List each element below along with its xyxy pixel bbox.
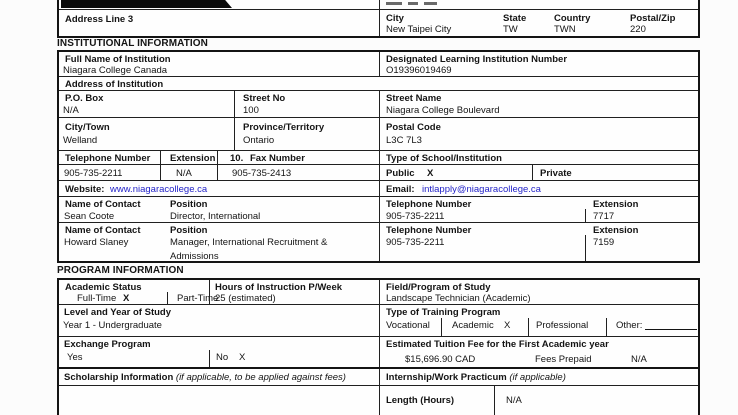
private-label: Private [540,168,572,179]
extension-label: Extension [170,153,216,164]
street-no-value: 100 [243,105,259,116]
extension-value-cell [160,165,217,180]
phone-fax-labels-row [59,151,698,165]
contact-position-value-line1: Manager, International Recruitment & [170,237,328,248]
phone-fax-values-row [59,165,698,181]
training-cell [379,305,698,336]
institution-name-row [59,52,698,77]
contact-name-value: Sean Coote [64,211,115,222]
email-cell [379,181,698,196]
hours-value: 25 (estimated) [215,293,276,304]
contact2-name-position-labels [59,223,379,235]
contact2-phone-label-cell [379,223,698,235]
country-value: TWN [554,24,576,35]
academic-status-label-cell [59,280,209,292]
dli-cell [379,52,698,76]
extension-value: N/A [176,168,192,179]
contact1-name-position-labels [59,197,379,209]
public-mark: X [427,168,434,179]
internship-label: Internship/Work Practicum [386,372,507,383]
scholarship-internship-labels-row [59,369,698,386]
city-label: City [386,13,404,24]
postal-code-cell [379,118,698,150]
hours-label: Hours of Instruction P/Week [215,282,343,293]
training-option-other [606,318,699,336]
professional-label: Professional [536,320,589,331]
dli-label: Designated Learning Institution Number [386,54,568,65]
contact-position-label: Position [170,225,208,236]
address-line3-row [59,10,698,36]
extension-label-cell [160,151,217,164]
institutional-section-title: INSTITUTIONAL INFORMATION [57,38,209,49]
institution-name-value: Niagara College Canada [63,65,168,76]
telephone-value-cell [59,165,160,180]
address-line3-label: Address Line 3 [65,14,134,25]
institution-name-cell [59,52,379,76]
scholarship-label-cell [59,369,379,385]
academic-mark: X [504,320,511,331]
website-cell [59,181,379,196]
part-time-label: Part-Time [177,293,219,304]
full-time-label: Full-Time [77,293,117,304]
city-town-label: City/Town [65,122,110,133]
training-option-professional [528,318,606,336]
internship-label-group [386,372,566,383]
address-table [57,0,700,38]
exchange-no-cell [209,350,379,367]
street-name-value: Niagara College Boulevard [386,105,500,116]
contact1-name-position-values [59,209,379,222]
level-cell [59,305,379,336]
exchange-no-label: No [216,352,229,363]
tuition-label: Estimated Tuition Fee for the First Academic year [386,339,609,350]
state-label: State [503,13,527,24]
website-email-row [59,181,698,197]
other-blank-line [645,321,697,330]
field-label-cell [379,280,698,292]
contact-ext-value: 7717 [593,211,615,222]
postal-code-label: Postal Code [386,122,441,133]
scholarship-label-group [64,372,346,383]
internship-value-cell [379,386,698,415]
field-value: Landscape Technician (Academic) [386,293,531,304]
contact-ext-value: 7159 [593,237,615,248]
institutional-table [57,50,700,263]
academic-status-values-row [59,292,698,305]
internship-label-cell [379,369,698,385]
contact2-values-row [59,235,698,261]
province-label: Province/Territory [243,122,325,133]
city-state-country-cell [379,10,698,36]
fax-value: 905-735-2413 [232,168,292,179]
contact2-ext-value-cell [585,235,698,261]
email-label: Email: [386,184,415,195]
postal-value: 220 [630,24,646,35]
contact-name-label: Name of Contact [65,225,141,236]
level-label: Level and Year of Study [64,307,172,318]
contact-ext-label: Extension [593,225,639,236]
contact1-phone-value-cell [379,209,585,222]
other-label: Other: [616,320,643,331]
school-type-label: Type of School/Institution [386,153,502,164]
redacted-region [59,0,379,9]
city-province-row [59,118,698,151]
school-type-public-cell [379,165,532,180]
scholarship-label: Scholarship Information [64,372,174,383]
school-type-private-cell [532,165,698,180]
clipped-text-artifact [424,2,437,5]
level-value: Year 1 - Undergraduate [63,320,162,331]
website-link[interactable]: www.niagaracollege.ca [110,184,208,195]
fees-prepaid-value: N/A [631,354,647,365]
exchange-yes-cell [59,350,209,367]
street-no-cell [234,91,379,117]
level-training-row [59,305,698,337]
hours-label-cell [209,280,379,292]
redaction-bar [61,0,232,8]
contact-phone-value: 905-735-2211 [386,211,445,222]
training-label: Type of Training Program [386,307,501,318]
email-link[interactable]: intlapply@niagaracollege.ca [422,184,541,195]
contact-name-label: Name of Contact [65,199,141,210]
tuition-amount: $15,696.90 CAD [405,354,476,365]
contact-phone-label: Telephone Number [386,225,472,236]
program-table [57,278,700,415]
academic-label: Academic [452,320,494,331]
field-label: Field/Program of Study [386,282,491,293]
exchange-options-row [59,350,379,367]
address-of-institution-row [59,77,698,91]
street-name-label: Street Name [386,93,442,104]
street-no-label: Street No [243,93,286,104]
fax-label: Fax Number [250,153,305,164]
pobox-label: P.O. Box [65,93,104,104]
state-value: TW [503,24,518,35]
city-value: New Taipei City [386,24,452,35]
contact1-ext-value-cell [585,209,698,222]
contact-position-label: Position [170,199,208,210]
scholarship-note: (if applicable, to be applied against fees) [175,372,346,383]
fax-value-cell [217,165,379,180]
vocational-label: Vocational [386,320,430,331]
hours-value-cell [209,292,379,304]
pobox-cell [59,91,234,117]
tuition-cell [379,337,698,367]
clipped-text-artifact [408,2,418,5]
program-section-title: PROGRAM INFORMATION [57,265,184,276]
academic-status-label: Academic Status [65,282,142,293]
part-time-cell [167,292,219,304]
scholarship-value-cell [59,386,379,415]
training-option-vocational [380,318,441,336]
clipped-text-artifact [386,2,402,5]
school-type-label-cell [379,151,698,164]
street-name-cell [379,91,698,117]
contact1-phone-label-cell [379,197,698,209]
field-value-cell [379,292,698,304]
contact-name-value: Howard Slaney [64,237,129,248]
length-hours-label: Length (Hours) [386,395,455,406]
telephone-label-cell [59,151,160,164]
province-value: Ontario [243,135,275,146]
address-of-institution-header: Address of Institution [65,79,164,90]
contact-ext-label: Extension [593,199,639,210]
telephone-value: 905-735-2211 [64,168,123,179]
telephone-label: Telephone Number [65,153,151,164]
contact-position-value-line2: Admissions [170,251,219,262]
training-options-row [380,318,698,336]
province-cell [234,118,379,150]
full-time-cell [59,292,167,304]
contact1-values-row [59,209,698,223]
contact-position-value: Director, International [170,211,261,222]
pobox-value: N/A [63,105,79,116]
exchange-tuition-row [59,337,698,369]
fax-number-prefix: 10. [230,153,244,164]
contact2-name-position-values [59,235,379,261]
contact1-labels-row [59,197,698,209]
country-label: Country [554,13,591,24]
contact2-phone-value-cell [379,235,585,261]
postal-label: Postal/Zip [630,13,676,24]
scholarship-internship-values-row [59,386,698,415]
contact-phone-value: 905-735-2211 [386,237,445,248]
exchange-yes-label: Yes [67,352,83,363]
city-town-cell [59,118,234,150]
training-option-academic [441,318,528,336]
fees-prepaid-label: Fees Prepaid [535,354,592,365]
clipped-text-cell [379,0,698,9]
exchange-cell [59,337,379,367]
length-hours-value: N/A [506,395,522,406]
postal-code-value: L3C 7L3 [386,135,422,146]
institution-name-label: Full Name of Institution [65,54,171,65]
city-town-value: Welland [63,135,98,146]
length-hours-cell [380,386,495,415]
pobox-street-row [59,91,698,118]
academic-status-labels-row [59,280,698,292]
fax-label-cell [217,151,379,164]
website-label: Website: [65,184,105,195]
exchange-label: Exchange Program [64,339,151,350]
public-label: Public [386,168,415,179]
full-time-mark: X [123,293,130,304]
dli-value: O19396019469 [386,65,452,76]
contact2-labels-row [59,223,698,235]
clipped-top-row [59,0,698,10]
internship-note: (if applicable) [509,372,566,383]
exchange-no-mark: X [239,352,246,363]
contact-phone-label: Telephone Number [386,199,472,210]
